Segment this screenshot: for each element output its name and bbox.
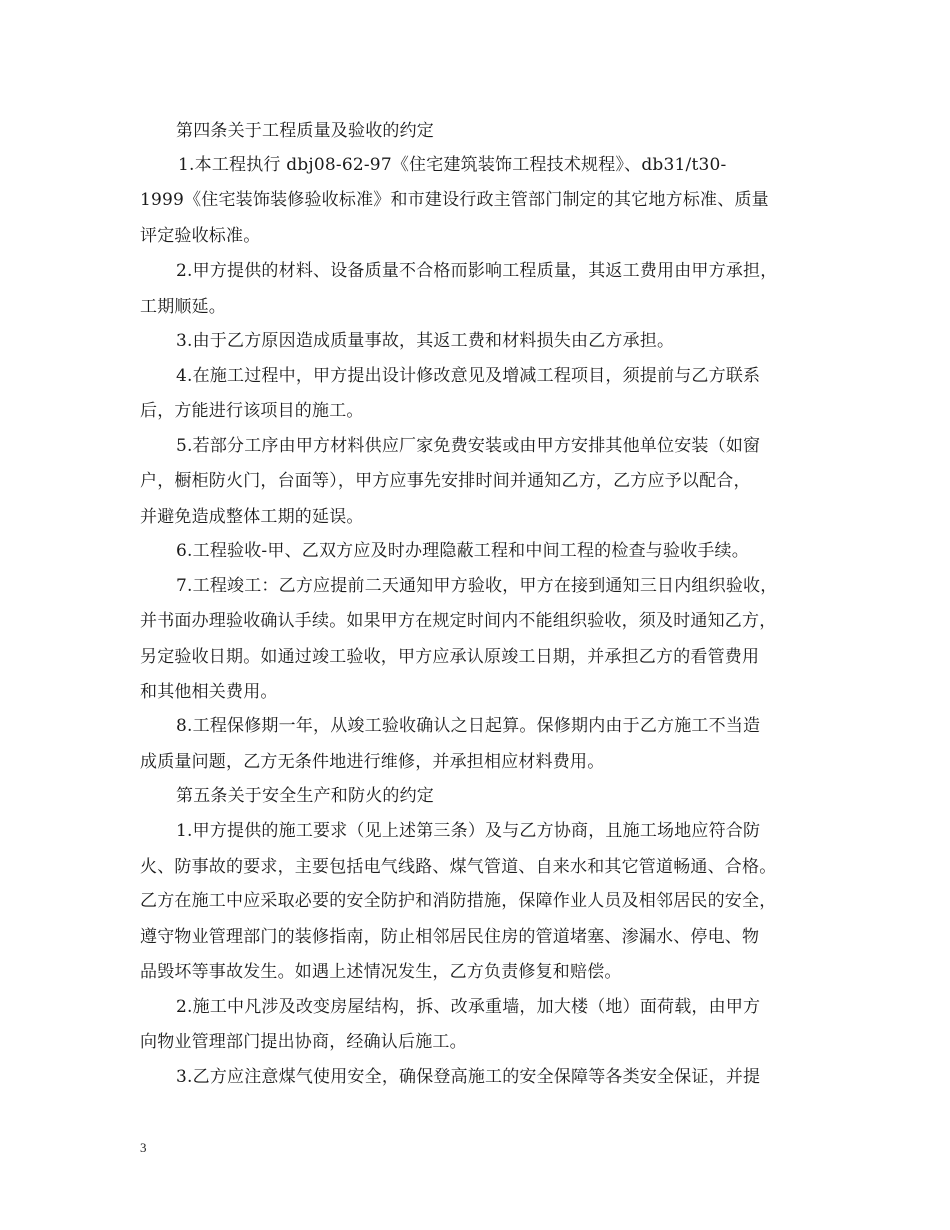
paragraph-line: 工期顺延。 [140, 297, 226, 317]
paragraph-line: 并书面办理验收确认手续。如果甲方在规定时间内不能组织验收，须及时通知乙方， [140, 611, 777, 631]
paragraph-line: 品毁坏等事故发生。如遇上述情况发生，乙方负责修复和赔偿。 [140, 962, 622, 982]
paragraph-line: 1.甲方提供的施工要求（见上述第三条）及与乙方协商，且施工场地应符合防 [176, 821, 761, 841]
paragraph-line: 1.本工程执行 dbj08-62-97《住宅建筑装饰工程技术规程》、db31/t30- [178, 155, 727, 175]
paragraph-line: 3.乙方应注意煤气使用安全，确保登高施工的安全保障等各类安全保证，并提 [176, 1067, 761, 1087]
section-heading-5: 第五条关于安全生产和防火的约定 [176, 786, 434, 806]
paragraph-line: 和其他相关费用。 [140, 682, 278, 702]
paragraph-line: 遵守物业管理部门的装修指南，防止相邻居民住房的管道堵塞、渗漏水、停电、物 [140, 927, 760, 947]
paragraph-line: 5.若部分工序由甲方材料供应厂家免费安装或由甲方安排其他单位安装（如窗 [176, 436, 761, 456]
page-number: 3 [140, 1140, 147, 1155]
paragraph-line: 1999《住宅装饰装修验收标准》和市建设行政主管部门制定的其它地方标准、质量 [140, 190, 769, 210]
paragraph-line: 后，方能进行该项目的施工。 [140, 401, 364, 421]
paragraph-line: 乙方在施工中应采取必要的安全防护和消防措施，保障作业人员及相邻居民的安全， [140, 891, 777, 911]
paragraph-line: 评定验收标准。 [140, 226, 261, 246]
paragraph-line: 3.由于乙方原因造成质量事故，其返工费和材料损失由乙方承担。 [176, 331, 675, 351]
paragraph-line: 6.工程验收-甲、乙双方应及时办理隐蔽工程和中间工程的检查与验收手续。 [176, 541, 749, 561]
paragraph-line: 8.工程保修期一年，从竣工验收确认之日起算。保修期内由于乙方施工不当造 [176, 716, 761, 736]
paragraph-line: 4.在施工过程中，甲方提出设计修改意见及增减工程项目，须提前与乙方联系 [176, 366, 761, 386]
paragraph-line: 2.施工中凡涉及改变房屋结构，拆、改承重墙，加大楼（地）面荷载，由甲方 [176, 997, 761, 1017]
paragraph-line: 2.甲方提供的材料、设备质量不合格而影响工程质量，其返工费用由甲方承担， [176, 261, 778, 281]
paragraph-line: 并避免造成整体工期的延误。 [140, 507, 364, 527]
paragraph-line: 7.工程竣工：乙方应提前二天通知甲方验收，甲方在接到通知三日内组织验收， [176, 576, 778, 596]
paragraph-line: 火、防事故的要求，主要包括电气线路、煤气管道、自来水和其它管道畅通、合格。 [140, 857, 777, 877]
paragraph-line: 户，橱柜防火门，台面等），甲方应事先安排时间并通知乙方，乙方应予以配合， [140, 471, 751, 491]
section-heading-4: 第四条关于工程质量及验收的约定 [176, 121, 434, 141]
paragraph-line: 向物业管理部门提出协商，经确认后施工。 [140, 1032, 467, 1052]
paragraph-line: 另定验收日期。如通过竣工验收，甲方应承认原竣工日期，并承担乙方的看管费用 [140, 647, 760, 667]
paragraph-line: 成质量问题，乙方无条件地进行维修，并承担相应材料费用。 [140, 752, 605, 772]
